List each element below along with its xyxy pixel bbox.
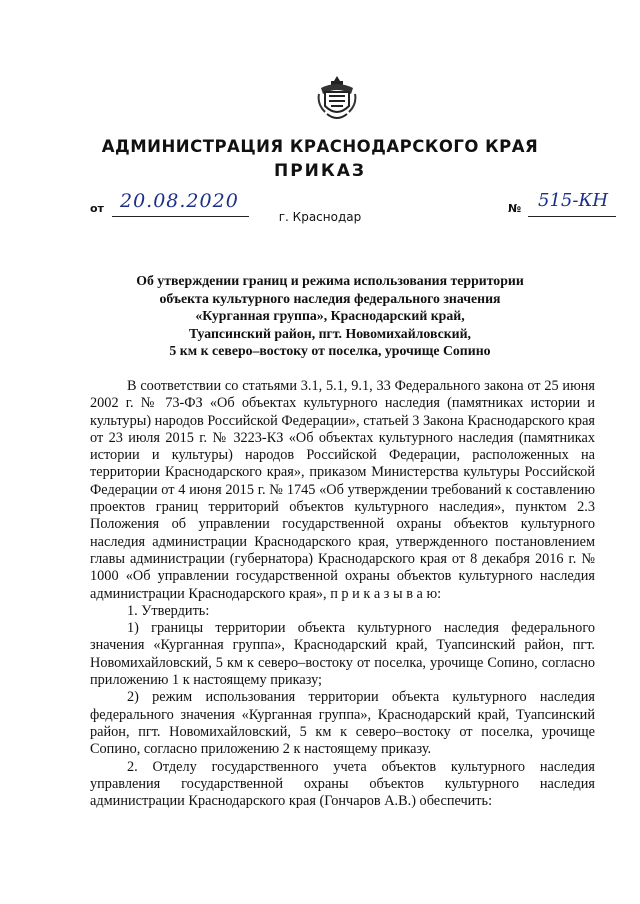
order-subject <box>100 272 560 360</box>
subject-line: объекта культурного наследия федерального значения <box>159 290 501 306</box>
handwritten-date: 20.08.2020 <box>120 190 239 212</box>
subject-line: Об утверждении границ и режима использования территории <box>136 273 524 288</box>
document-type-title: ПРИКАЗ <box>273 161 367 181</box>
subject-line: Туапсинский район, пгт. Новомихайловский, <box>189 325 471 341</box>
subject-line: 5 км к северо–востоку от поселка, урочище Сопино <box>169 343 491 359</box>
item-2-paragraph: 2. Отделу государственного учета объектов культурного наследия управления государственной охраны объектов культурного наследия администрации Краснодарского края (Гончаров А.В.) обеспечить: <box>90 758 595 810</box>
subitem-1-paragraph: 1) границы территории объекта культурного наследия федерального значения «Курганная группа», Краснодарский край, Туапсинский район, пгт. Новомихайловский, 5 км к северо–востоку от поселка, урочище Сопино, согласно приложению 1 к настоящему приказу; <box>90 620 595 689</box>
agency-title: АДМИНИСТРАЦИЯ КРАСНОДАРСКОГО КРАЯ <box>101 137 539 156</box>
subitem-2-paragraph: 2) режим использования территории объекта культурного наследия федерального значения «Курганная группа», Краснодарский край, Туапсинский район, пгт. Новомихайловский, 5 км к северо–востоку от поселка, урочище Сопино, согласно приложению 2 к настоящему приказу. <box>90 689 595 758</box>
city-label: г. Краснодар <box>278 210 362 224</box>
order-body <box>90 378 595 810</box>
item-1-heading: 1. Утвердить: <box>127 602 210 619</box>
handwritten-number: 515-КН <box>538 190 609 211</box>
subject-line: «Курганная группа», Краснодарский край, <box>195 308 465 324</box>
preamble-paragraph: В соответствии со статьями 3.1, 5.1, 9.1, 33 Федерального закона от 25 июня 2002 г. № 73-ФЗ «Об объектах культурного наследия (памятниках истории и культуры) народов Российской Федерации», статьей 3 Закона Краснодарского края от 23 июля 2015 г. № 3223-КЗ «Об объектах культурного наследия (памятниках истории и культуры) народов Российской Федерации, расположенных на территории Краснодарского края», приказом Министерства культуры Российской Федерации от 4 июня 2015 г. № 1745 «Об утверждении требований к составлению проектов границ территорий объектов культурного наследия», пунктом 2.3 Положения об управлении государственной охраны объектов культурного наследия администрации Краснодарского края, утвержденного постановлением главы администрации (губернатора) Краснодарского края от 8 декабря 2016 г. № 1000 «Об управлении государственной охраны объектов культурного наследия администрации Краснодарского края», п р и к а з ы в а ю: <box>90 378 595 602</box>
date-prefix: от <box>90 202 104 215</box>
number-prefix: № <box>508 202 522 215</box>
coat-of-arms-emblem <box>317 74 357 122</box>
